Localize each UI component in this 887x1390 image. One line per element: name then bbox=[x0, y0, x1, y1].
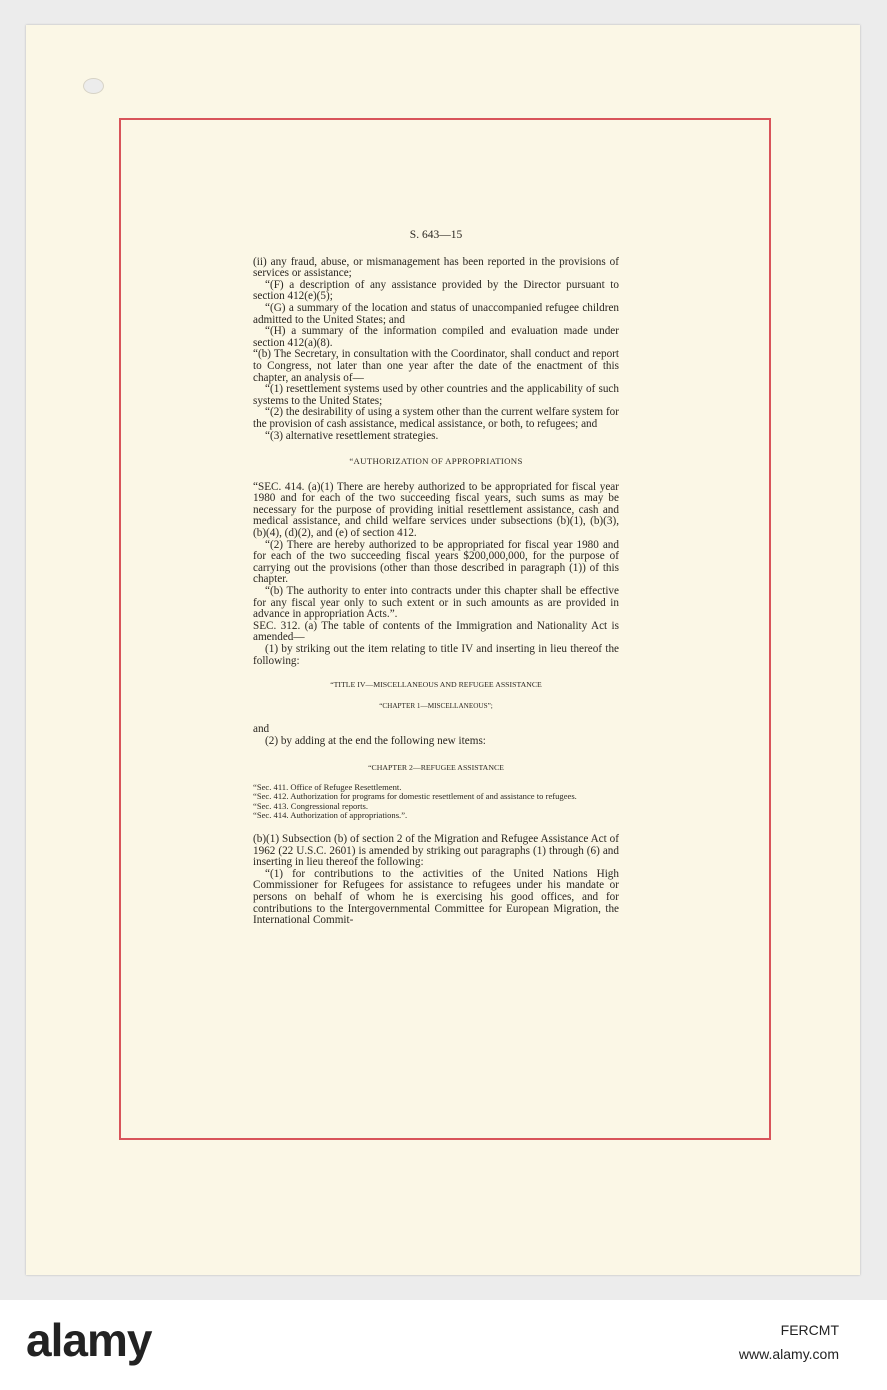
paragraph: “(b) The Secretary, in consultation with the Coordinator, shall conduct and report to Congress, not later than one year after the date of the enactment of this chapter, an analysis of— bbox=[253, 348, 619, 384]
section-heading: “AUTHORIZATION OF APPROPRIATIONS bbox=[349, 456, 523, 467]
chapter-1-heading: “CHAPTER 1—MISCELLANEOUS”; bbox=[379, 701, 493, 710]
toc-item: “Sec. 414. Authorization of appropriations.”. bbox=[253, 809, 408, 820]
toc-item: “Sec. 411. Office of Refugee Resettlement. bbox=[253, 782, 402, 793]
toc-item: “Sec. 412. Authorization for programs for domestic resettlement of and assistance to refugees. bbox=[253, 791, 577, 802]
paragraph: “(b) The authority to enter into contracts under this chapter shall be effective for any fiscal year only to such extent or in such amounts as are provided in advance in appropriation Acts.”. bbox=[253, 585, 619, 621]
paragraph: “SEC. 414. (a)(1) There are hereby authorized to be appropriated for fiscal year 1980 and for each of the two succeeding fiscal years, such sums as may be necessary for the purpose of providing initial resettlement assistance, cash and medical assistance, and child welfare services under subsections (b)(1), (b)(3), (b)(4), (d)(2), and (e) of section 412. bbox=[253, 480, 619, 540]
paragraph: SEC. 312. (a) The table of contents of the Immigration and Nationality Act is amended— bbox=[253, 619, 619, 644]
title-iv-heading: “TITLE IV—MISCELLANEOUS AND REFUGEE ASSISTANCE bbox=[330, 680, 542, 690]
document-sheet bbox=[26, 25, 860, 1275]
paragraph: and bbox=[253, 723, 270, 736]
paragraph: “(G) a summary of the location and status of unaccompanied refugee children admitted to the United States; and bbox=[253, 301, 619, 326]
paragraph: “(F) a description of any assistance provided by the Director pursuant to section 412(e)(5); bbox=[253, 278, 619, 303]
paragraph: (ii) any fraud, abuse, or mismanagement has been reported in the provisions of services or assistance; bbox=[253, 255, 619, 280]
paragraph: “(1) for contributions to the activities of the United Nations High Commissioner for Refugees for assistance to refugees under his mandate or persons on behalf of whom he is exercising his good offices, and for contributions to the Intergovernmental Committee for European Migration, the International Commit- bbox=[253, 867, 619, 927]
paragraph: “(2) There are hereby authorized to be appropriated for fiscal year 1980 and for each of the two succeeding fiscal years $200,000,000, for the purpose of carrying out the provisions (other than those described in paragraph (1)) of this chapter. bbox=[253, 538, 619, 586]
paragraph: “(3) alternative resettlement strategies. bbox=[265, 429, 439, 442]
watermark-url: www.alamy.com bbox=[738, 1346, 839, 1362]
alamy-logo: alamy bbox=[26, 1314, 152, 1366]
paragraph: “(H) a summary of the information compiled and evaluation made under section 412(a)(8). bbox=[253, 325, 619, 349]
paragraph: (2) by adding at the end the following new items: bbox=[265, 734, 486, 747]
toc-item: “Sec. 413. Congressional reports. bbox=[253, 800, 369, 811]
paragraph: “(2) the desirability of using a system other than the current welfare system for the provision of cash assistance, medical assistance, or both, to refugees; and bbox=[253, 406, 619, 430]
document-text bbox=[253, 230, 619, 927]
paragraph: “(1) resettlement systems used by other countries and the applicability of such systems to the United States; bbox=[253, 383, 619, 407]
image-id: FERCMT bbox=[780, 1322, 839, 1338]
paragraph: (1) by striking out the item relating to title IV and inserting in lieu thereof the following: bbox=[253, 643, 619, 667]
paragraph: (b)(1) Subsection (b) of section 2 of the Migration and Refugee Assistance Act of 1962 (22 U.S.C. 2601) is amended by striking out paragraphs (1) through (6) and inserting in lieu thereof the following: bbox=[253, 832, 619, 869]
chapter-2-heading: “CHAPTER 2—REFUGEE ASSISTANCE bbox=[368, 762, 504, 772]
punch-hole bbox=[83, 78, 104, 94]
table-of-contents bbox=[253, 783, 619, 820]
page-number: S. 643—15 bbox=[409, 229, 463, 241]
